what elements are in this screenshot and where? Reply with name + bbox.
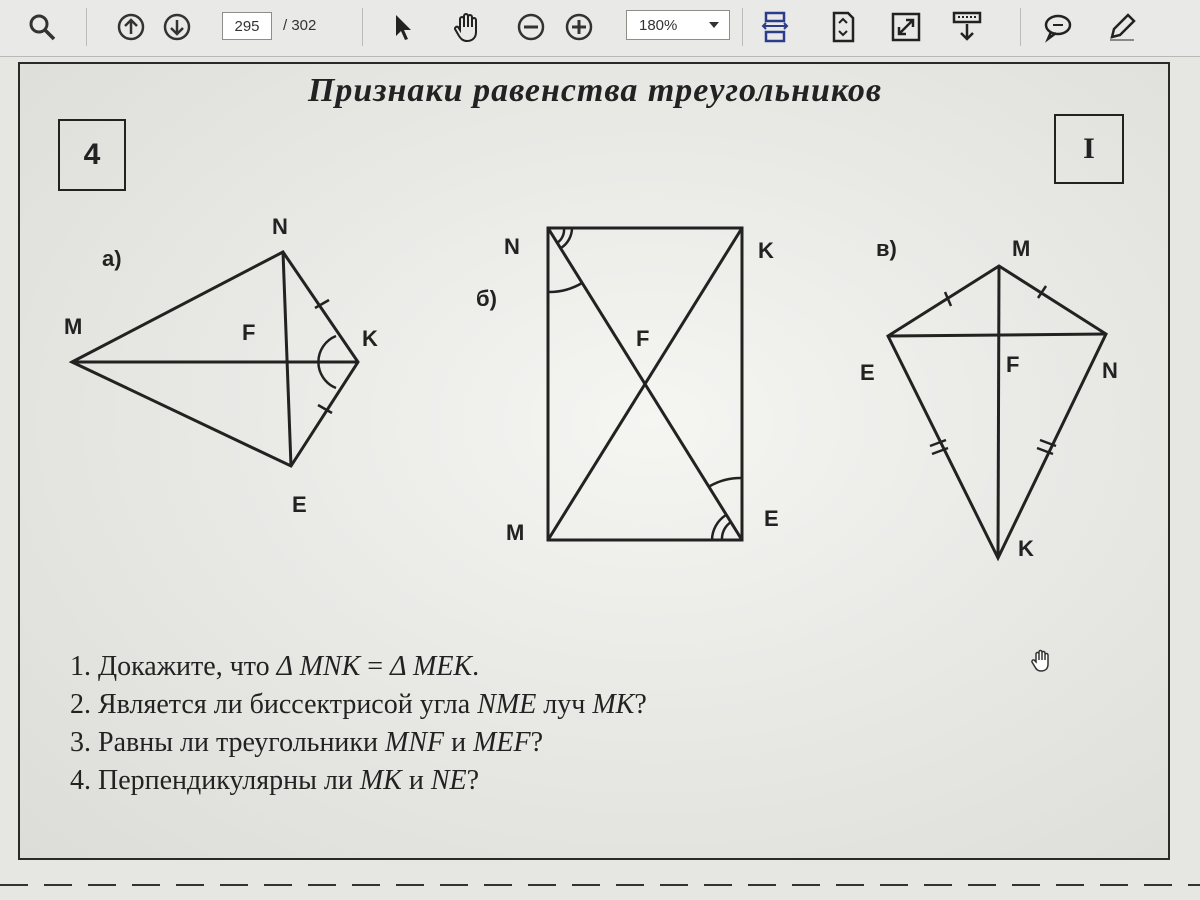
question-text: и [444,727,474,758]
figure-b-point-e: E [764,506,779,531]
zoom-value: 180% [639,16,678,34]
math-expression: MK [359,765,402,796]
figure-b [548,228,742,540]
figure-c-point-f: F [1006,352,1020,377]
math-expression: MK [592,689,635,720]
figure-a-point-m: M [64,314,83,339]
figure-b-angle-e-upper [710,478,742,486]
question-number: 1. [70,651,91,682]
question-text: Равны ли треугольники [98,727,385,758]
question-text: ? [634,689,647,720]
question-2 [70,686,647,724]
math-expression: Δ MNK [276,651,361,682]
figure-b-point-f: F [636,326,650,351]
figure-c-diagonal-mk [998,266,999,558]
question-number: 4. [70,765,91,796]
question-number: 2. [70,689,91,720]
question-text: ? [466,765,480,796]
question-text: и [401,765,431,796]
question-text: . [472,651,480,682]
question-text: Докажите, что [98,651,277,682]
figure-c-point-m: M [1012,236,1031,261]
figure-c-label: в) [876,236,897,261]
question-text: ? [530,727,544,758]
figure-a-point-n: N [272,214,288,239]
question-text: = [360,651,391,682]
math-expression: MNF [385,727,445,758]
math-expression: NE [430,765,467,796]
question-number: 3. [70,727,91,758]
figure-c-point-k: K [1018,536,1034,561]
math-expression: Δ MEK [390,651,473,682]
figure-c-diagonal-en [888,334,1106,336]
figure-b-point-n: N [504,234,520,259]
question-text: Является ли биссектрисой угла [98,689,478,720]
math-expression: NME [477,689,537,720]
question-text: луч [536,689,593,720]
figure-b-point-m: M [506,520,525,545]
figure-a-point-f: F [242,320,256,345]
figure-a [72,252,358,466]
figure-a-label: а) [102,246,122,271]
figure-b-point-k: K [758,238,774,263]
hand-cursor-icon [1030,648,1054,679]
figure-a-point-k: K [362,326,378,351]
figure-a-quadrilateral [72,252,358,466]
question-text: Перпендикулярны ли [98,765,360,796]
page-cut-line [0,884,1200,886]
figure-a-diagonal-ne [283,252,291,466]
figure-a-point-e: E [292,492,307,517]
math-expression: MEF [473,727,531,758]
figure-b-label: б) [476,286,497,311]
figure-b-angle-n-lower [548,283,582,292]
figure-c-point-n: N [1102,358,1118,383]
question-1 [70,648,647,686]
question-4 [70,762,647,800]
figure-c [888,266,1106,558]
page-title: Признаки равенства треугольников [307,72,883,109]
figure-c-point-e: E [860,360,875,385]
question-list [70,648,647,800]
page-total: / 302 [283,17,317,34]
variant-number: I [1083,132,1095,165]
task-number: 4 [83,138,101,171]
question-3 [70,724,647,762]
